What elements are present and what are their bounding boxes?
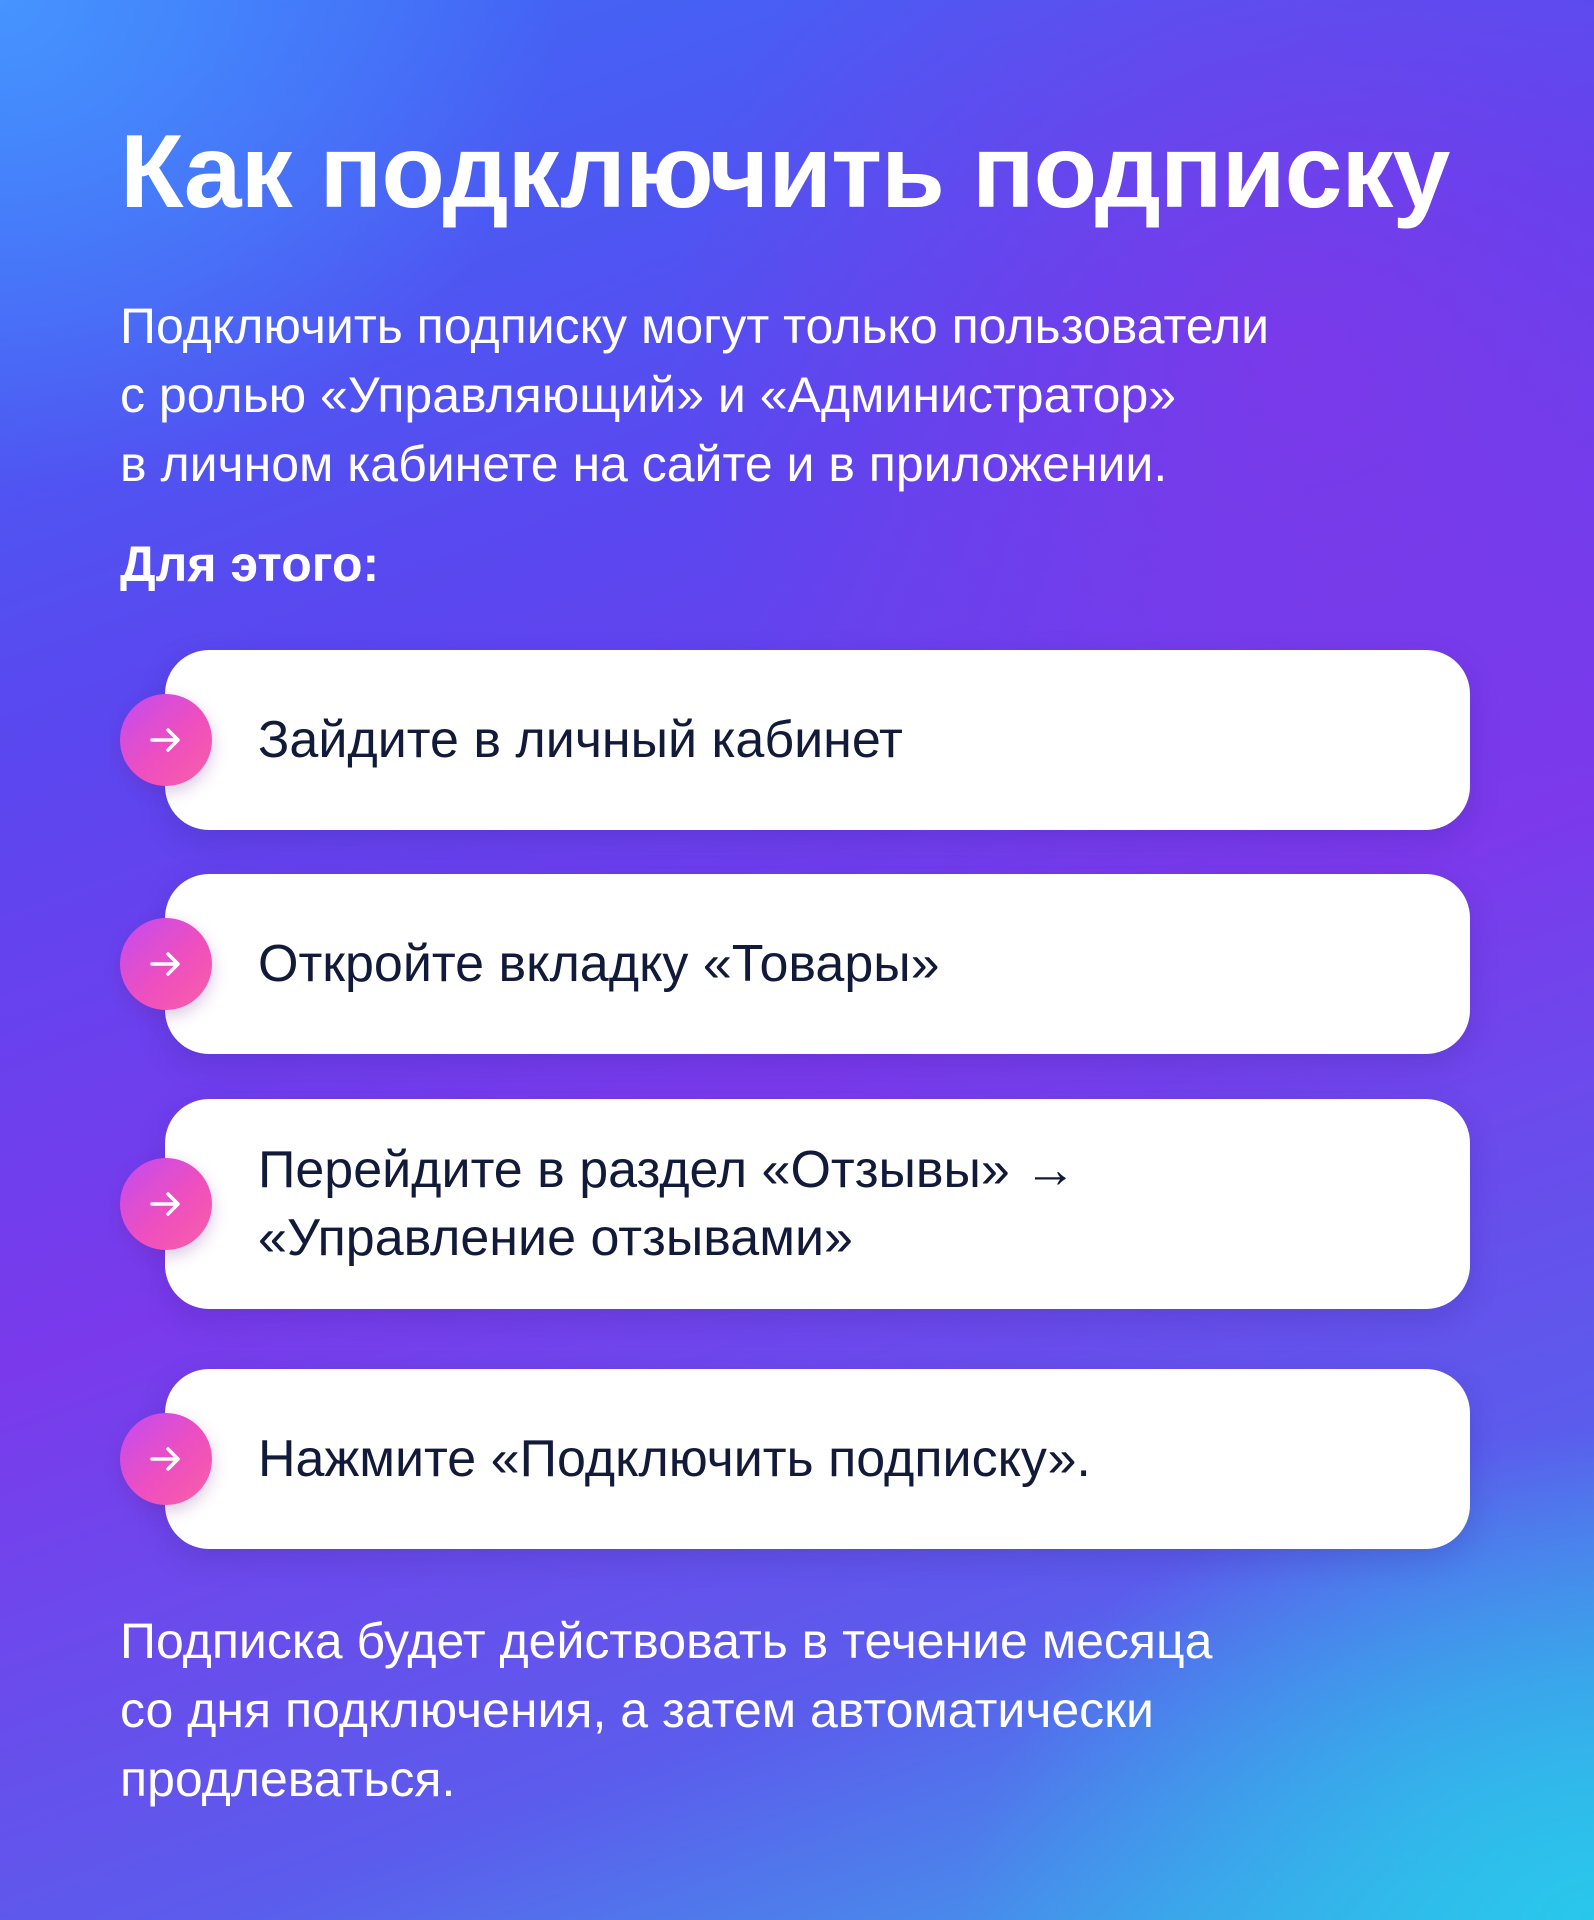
step-line: Зайдите в личный кабинет <box>258 711 903 769</box>
arrow-right-icon-glyph <box>146 944 186 984</box>
intro-line: Подключить подписку могут только пользователи <box>120 298 1270 354</box>
intro-line: с ролью «Управляющий» и «Администратор» <box>120 367 1177 423</box>
steps-heading: Для этого: <box>120 536 380 592</box>
step-line: «Управление отзывами» <box>258 1209 853 1267</box>
step-text <box>258 1136 1076 1272</box>
step-text <box>258 930 940 998</box>
step-card-4 <box>165 1369 1470 1549</box>
intro-line: в личном кабинете на сайте и в приложении. <box>120 436 1168 492</box>
footer-line: со дня подключения, а затем автоматически <box>120 1682 1154 1738</box>
step-card-2 <box>165 874 1470 1054</box>
arrow-right-icon <box>120 1413 212 1505</box>
step-card-3 <box>165 1099 1470 1309</box>
step-text <box>258 1425 1091 1493</box>
footer-line: Подписка будет действовать в течение месяца <box>120 1613 1213 1669</box>
arrow-right-icon-glyph <box>146 720 186 760</box>
step-line: Откройте вкладку «Товары» <box>258 935 940 993</box>
arrow-right-icon-glyph <box>146 1439 186 1479</box>
page-title: Как подключить подписку <box>120 114 1450 230</box>
intro-text <box>120 292 1520 499</box>
step-line: Перейдите в раздел «Отзывы» → <box>258 1141 1077 1199</box>
footer-note <box>120 1607 1520 1814</box>
arrow-right-icon-glyph <box>146 1184 186 1224</box>
step-text <box>258 706 903 774</box>
arrow-right-icon <box>120 1158 212 1250</box>
step-line: Нажмите «Подключить подписку». <box>258 1430 1091 1488</box>
step-card-1 <box>165 650 1470 830</box>
footer-line: продлеваться. <box>120 1751 456 1807</box>
arrow-right-icon <box>120 918 212 1010</box>
arrow-right-icon <box>120 694 212 786</box>
